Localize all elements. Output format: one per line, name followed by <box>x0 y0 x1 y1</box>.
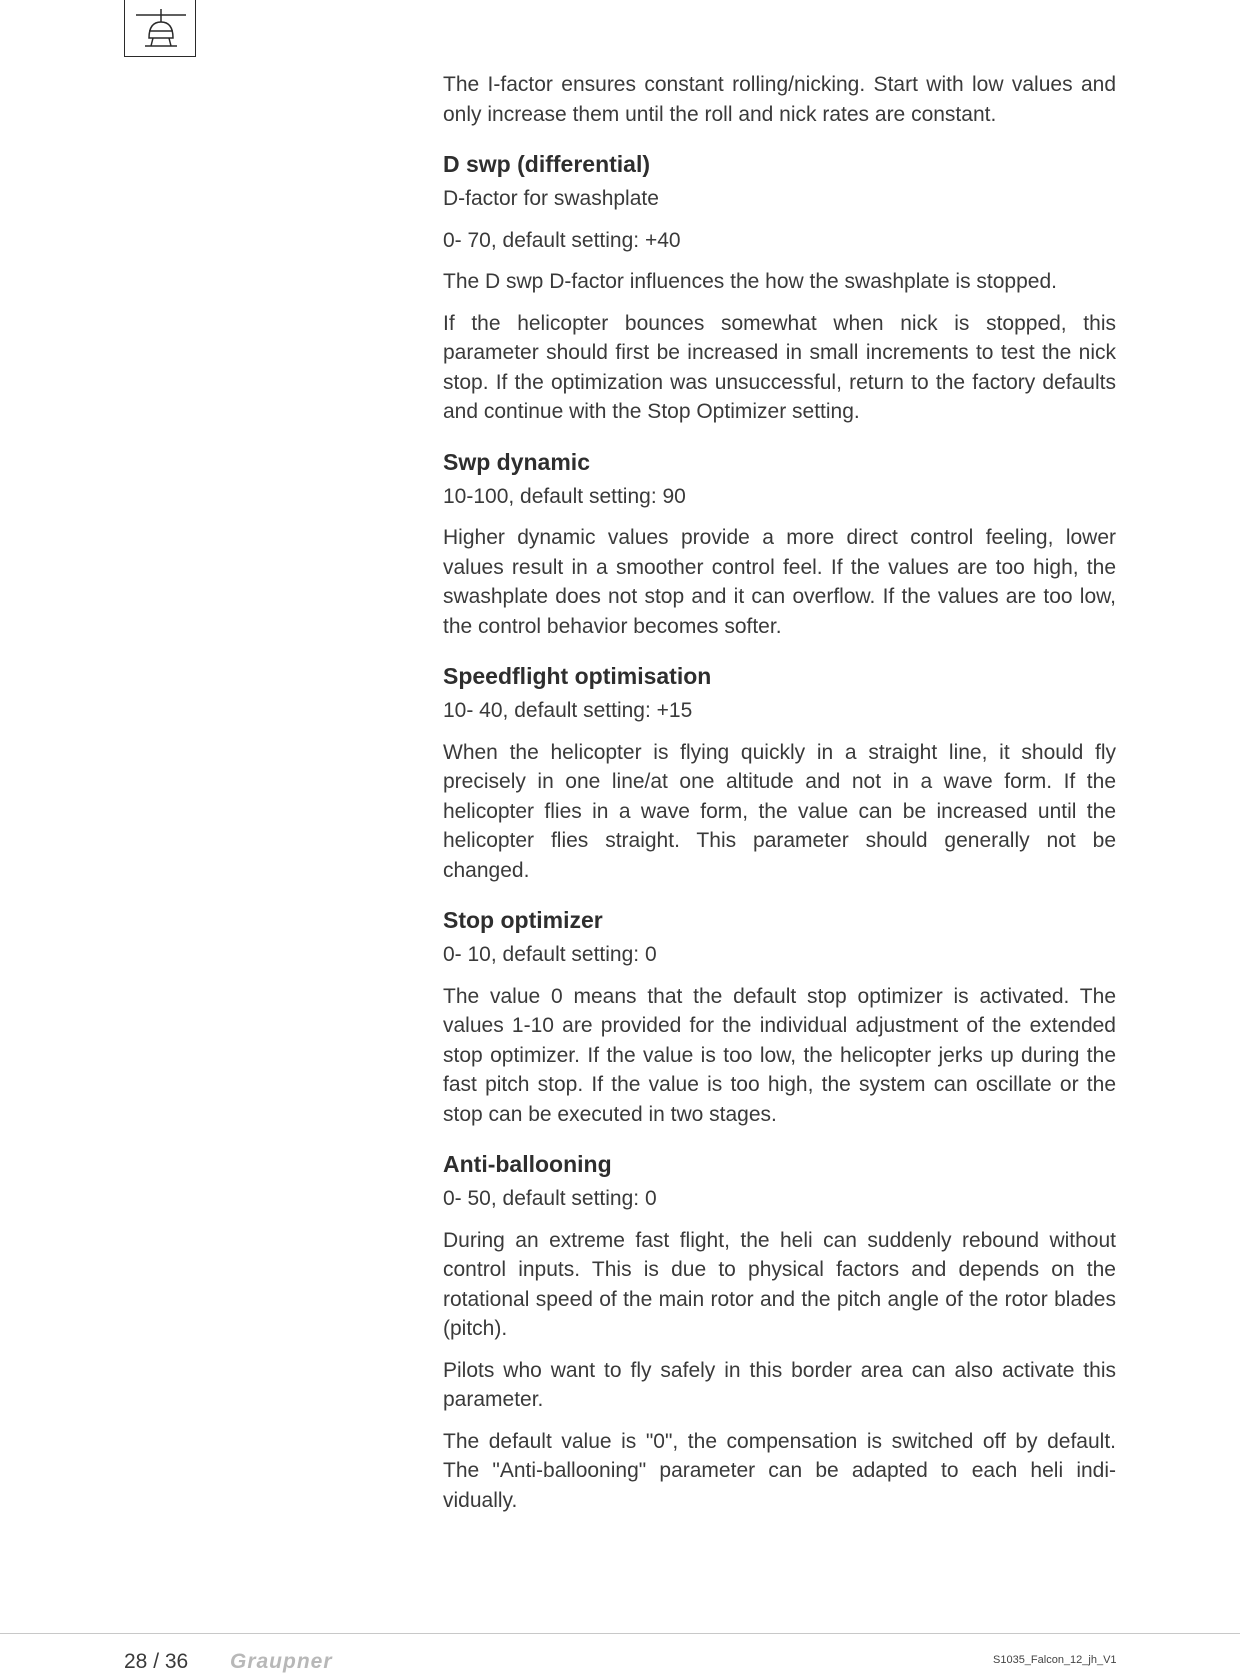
section-title: Swp dynamic <box>443 448 590 475</box>
setting-range: 0- 70, default setting: +40 <box>443 228 681 252</box>
page-content <box>443 70 1116 1527</box>
section-d-swp <box>443 149 1116 427</box>
section-paragraph: During an extreme fast flight, the heli can suddenly rebound without control inputs. This is due to physical factors and depends on the rotational speed of the main rotor and the pitch angle of the rotor blades (pitch). <box>443 1228 1116 1340</box>
document-id: S1035_Falcon_12_jh_V1 <box>993 1654 1117 1666</box>
section-title: Anti-ballooning <box>443 1151 612 1177</box>
section-stop-optimizer <box>443 905 1116 1129</box>
setting-range: 10-100, default setting: 90 <box>443 484 686 508</box>
section-swp-dynamic <box>443 447 1116 642</box>
footer-divider <box>0 1633 1240 1634</box>
section-paragraph: The D swp D-factor influences the how the swashplate is stopped. <box>443 270 1057 293</box>
section-paragraph: If the helicopter bounces somewhat when nick is stopped, this parameter should first be increased in small increments to test the nick stop. If the optimization was unsuccessful, return to the factory defaults and continue with the Stop Optimizer setting. <box>443 311 1116 423</box>
section-title: Speedflight optimisation <box>443 663 712 689</box>
section-paragraph: Higher dynamic values provide a more direct control feeling, lower values result in a smoother control feel. If the values are too high, the swashplate does not stop and it can overflow. If the values are too low, the control behavior becomes softer. <box>443 526 1116 638</box>
helicopter-icon <box>125 0 197 57</box>
section-title: D swp (differential) <box>443 151 651 177</box>
page-number: 28 / 36 <box>124 1650 189 1673</box>
setting-range: 0- 10, default setting: 0 <box>443 943 657 966</box>
brand-logo: Graupner <box>230 1650 333 1673</box>
section-title: Stop optimizer <box>443 907 603 933</box>
section-subtitle: D-factor for swashplate <box>443 187 659 210</box>
setting-range: 10- 40, default setting: +15 <box>443 699 693 722</box>
section-paragraph: The value 0 means that the default stop optimizer is activated. The values 1-10 are provided for the individual adjustment of the extended stop optimizer. If the value is too low, the helicopter jerks up during the fast pitch stop. If the value is too high, the system can oscillate or the stop can be executed in two stages. <box>443 984 1116 1126</box>
section-speedflight <box>443 661 1116 885</box>
section-paragraph: Pilots who want to fly safely in this border area can also activate this parameter. <box>443 1358 1116 1411</box>
section-paragraph: The default value is "0", the compensation is switched off by default. The "Anti-ballooning" parameter can be adapted to each heli indi-vidually. <box>443 1429 1116 1512</box>
section-paragraph: When the helicopter is flying quickly in a straight line, it should fly precisely in one line/at one altitude and not in a wave form. If the helicopter flies in a wave form, the value can be increased until the helicopter flies straight. This parameter should generally not be changed. <box>443 740 1116 882</box>
helicopter-icon-box <box>124 0 196 57</box>
setting-range: 0- 50, default setting: 0 <box>443 1187 657 1210</box>
intro-paragraph: The I-factor ensures constant rolling/nicking. Start with low values and only increase them until the roll and nick rates are constant. <box>443 73 1116 126</box>
section-anti-ballooning <box>443 1149 1116 1515</box>
